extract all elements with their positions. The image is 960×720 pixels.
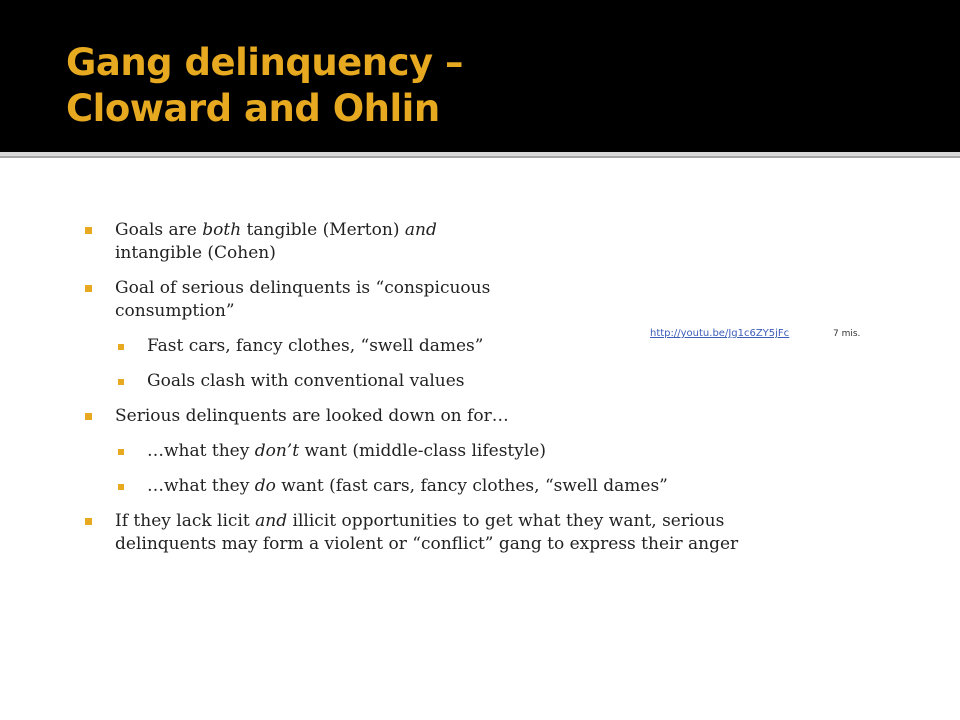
text-run: intangible (Cohen) bbox=[115, 243, 276, 263]
bullet-text bbox=[115, 277, 515, 323]
text-run: want (middle-class lifestyle) bbox=[299, 441, 546, 461]
text-run: Goal of serious delinquents is “conspicuous consumption” bbox=[115, 278, 491, 321]
text-run: Fast cars, fancy clothes, “swell dames” bbox=[147, 336, 484, 356]
bullet-square-icon bbox=[118, 484, 124, 490]
bullet-list bbox=[84, 219, 804, 556]
slide-title-line-1: Gang delinquency – bbox=[66, 41, 464, 84]
emphasis-text: don’t bbox=[254, 441, 300, 461]
sub-bullet-item bbox=[84, 440, 804, 463]
text-run: Goals are bbox=[115, 220, 203, 240]
text-run: want (fast cars, fancy clothes, “swell dames” bbox=[275, 476, 668, 496]
text-run: …what they bbox=[147, 476, 255, 496]
sub-bullet-item bbox=[84, 475, 804, 498]
bullet-text bbox=[115, 406, 509, 426]
bullet-text bbox=[147, 476, 668, 496]
bullet-text bbox=[147, 336, 483, 356]
bullet-item bbox=[84, 219, 804, 265]
emphasis-text: do bbox=[254, 476, 276, 496]
emphasis-text: and bbox=[404, 220, 437, 240]
bullet-text bbox=[147, 371, 465, 391]
bullet-square-icon bbox=[85, 518, 92, 525]
bullet-text bbox=[147, 441, 546, 461]
slide-title bbox=[66, 40, 463, 132]
bullet-square-icon bbox=[118, 344, 124, 350]
slide-title-line-2: Cloward and Ohlin bbox=[66, 87, 440, 130]
bullet-square-icon bbox=[85, 227, 92, 234]
bullet-square-icon bbox=[85, 285, 92, 292]
text-run: If they lack licit bbox=[115, 511, 256, 531]
text-run: illicit opportunities to get what they want, serious delinquents may form a violent or “conflict” gang to express their anger bbox=[115, 511, 739, 554]
video-duration-note: 7 mis. bbox=[833, 329, 861, 339]
bullet-square-icon bbox=[118, 449, 124, 455]
bullet-square-icon bbox=[118, 379, 124, 385]
video-link[interactable]: http://youtu.be/Jg1c6ZY5jFc bbox=[650, 328, 790, 339]
emphasis-text: and bbox=[255, 511, 288, 531]
text-run: Serious delinquents are looked down on for… bbox=[115, 406, 509, 426]
bullet-item bbox=[84, 405, 804, 428]
emphasis-text: both bbox=[202, 220, 242, 240]
text-run: tangible (Merton) bbox=[241, 220, 405, 240]
text-run: Goals clash with conventional values bbox=[147, 371, 465, 391]
bullet-item bbox=[84, 277, 804, 323]
header-divider-shadow bbox=[0, 156, 960, 158]
title-bar bbox=[0, 0, 960, 152]
bullet-text bbox=[115, 511, 738, 554]
bullet-square-icon bbox=[85, 413, 92, 420]
bullet-item bbox=[84, 510, 804, 556]
bullet-text bbox=[115, 219, 515, 265]
text-run: …what they bbox=[147, 441, 255, 461]
sub-bullet-item bbox=[84, 370, 804, 393]
